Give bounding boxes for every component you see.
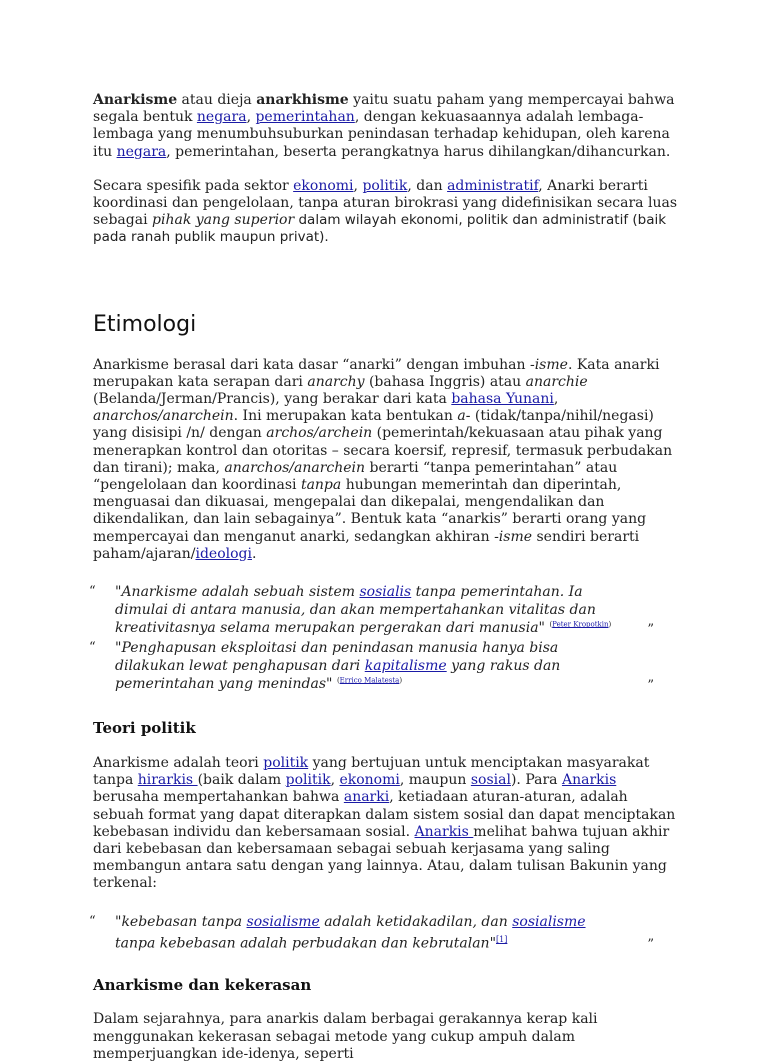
italic-term: anarchy: [307, 373, 365, 390]
article: [89, 92, 678, 1063]
bold-term: anarkhisme: [256, 92, 349, 108]
wiki-link[interactable]: politik: [362, 177, 408, 194]
quote-kropotkin: [89, 583, 678, 638]
open-quote-mark: “: [89, 913, 96, 929]
text-run: Anarkisme adalah teori: [93, 755, 264, 772]
text-run: Anarkisme berasal dari kata dasar “anarki” dengan imbuhan -: [93, 356, 535, 373]
italic-term: pihak yang superior: [152, 212, 295, 229]
wiki-link[interactable]: anarki: [343, 789, 390, 806]
text-run: (baik dalam: [197, 772, 286, 789]
text-run: , ketiadaan aturan-aturan, adalah sebuah format yang dapat diterapkan dalam sistem sosial dan dapat menciptakan kebebasan individu dan kebersamaan sosial.: [93, 789, 676, 840]
etimologi-paragraph: [93, 357, 678, 563]
text-run: . Kata anarki merupakan kata serapan dari: [93, 356, 660, 390]
text-run: (pemerintah/kekuasaan atau pihak yang menerapkan kontrol dan otoritas – secara koersif, represif, termasuk perbudakan dan tirani); maka,: [93, 425, 673, 476]
wiki-link[interactable]: sosialisme: [246, 913, 320, 930]
text-run: tanpa kebebasan adalah perbudakan dan kebrutalan": [115, 935, 497, 952]
text-run: "Anarkisme adalah sebuah sistem: [115, 584, 360, 601]
wiki-link[interactable]: politik: [263, 755, 309, 772]
text-run: hubungan memerintah dan diperintah, menguasai dan dikuasai, mengepalai dan dikepalai, mengendalikan dan dikendalikan, dan lain sebagainya”. Bentuk kata “anarkis” berarti orang yang mempercayai dan menganut anarki, sedangkan akhiran -: [93, 477, 647, 545]
open-quote-mark: “: [89, 640, 96, 656]
text-run: yaitu suatu paham yang mempercayai bahwa segala bentuk: [93, 92, 675, 126]
quote-malatesta: [89, 639, 678, 694]
text-run: dalam wilayah ekonomi, politik dan administratif (baik pada ranah publik maupun privat).: [93, 212, 667, 246]
close-quote-mark: ”: [647, 678, 654, 694]
citation-link-kropotkin[interactable]: Peter Kropotkin: [552, 620, 609, 629]
text-run: ,: [246, 109, 256, 126]
close-quote-mark: ”: [647, 937, 654, 953]
wiki-link[interactable]: pemerintahan: [255, 109, 355, 126]
intro-paragraph-1: [93, 92, 678, 161]
text-run: berusaha mempertahankan bahwa: [93, 789, 344, 806]
text-run: ,: [553, 391, 559, 408]
italic-term: a-: [457, 408, 471, 425]
text-run: atau dieja: [177, 92, 257, 108]
text-run: (Belanda/Jerman/Prancis), yang berakar dari kata: [93, 391, 452, 408]
citation-link-malatesta[interactable]: Errico Malatesta: [339, 676, 400, 685]
quote-text: [115, 914, 586, 952]
wiki-link[interactable]: kapitalisme: [364, 658, 447, 675]
wiki-link[interactable]: bahasa Yunani: [451, 391, 554, 408]
text-run: melihat bahwa tujuan akhir dari kebebasan dan kebersamaan sebagai sebuah kerjasama yang saling membangun antara satu dengan yang lainnya. Atau, dalam tulisan Bakunin yang terkenal:: [93, 823, 670, 892]
wiki-link[interactable]: Anarkis: [561, 772, 617, 789]
wiki-link[interactable]: negara: [196, 109, 247, 126]
text-run: (bahasa Inggris) atau: [364, 373, 526, 390]
wiki-link[interactable]: Anarkis: [414, 823, 474, 840]
close-quote-mark: ”: [647, 622, 654, 638]
open-quote-mark: “: [89, 584, 96, 600]
quote-bakunin: [89, 913, 678, 953]
italic-term: archos/archein: [266, 425, 373, 442]
italic-term: isme: [534, 356, 568, 373]
italic-term: anarchos/anarchein: [224, 459, 366, 476]
wiki-link[interactable]: sosial: [470, 772, 511, 789]
text-run: ,: [330, 772, 340, 789]
text-run: . Ini merupakan kata bentukan: [233, 408, 458, 425]
text-run: yang rakus dan pemerintahan yang menindas": [115, 658, 561, 693]
section-heading-kekerasan: Anarkisme dan kekerasan: [93, 976, 312, 995]
text-run: , dengan kekuasaannya adalah lembaga-lembaga yang menumbuhsuburkan penindasan terhadap kehidupan, oleh karena itu: [93, 109, 670, 160]
text-run: .: [251, 545, 257, 562]
quote-text: [115, 584, 596, 636]
kekerasan-paragraph: Dalam sejarahnya, para anarkis dalam berbagai gerakannya kerap kali menggunakan kekerasan sebagai metode yang cukup ampuh dalam memperjuangkan ide-idenya, seperti: [93, 1011, 598, 1062]
text-run: berarti “tanpa pemerintahan” atau “pengelolaan dan koordinasi: [93, 459, 618, 494]
wiki-link[interactable]: sosialisme: [512, 913, 586, 930]
text-run: , Anarki berarti koordinasi dan pengelolaan, tanpa aturan birokrasi yang didefinisikan secara luas sebagai: [93, 177, 678, 229]
text-run: ). Para: [510, 772, 562, 789]
text-run: ,: [353, 177, 363, 194]
italic-term: anarchie: [525, 373, 588, 390]
wiki-link[interactable]: ekonomi: [339, 772, 400, 789]
section-heading-teori-politik: Teori politik: [93, 719, 196, 738]
text-run: , maupun: [399, 772, 471, 789]
wiki-link[interactable]: ideologi: [195, 545, 252, 562]
text-run: sendiri berarti paham/ajaran/: [93, 528, 640, 562]
italic-term: anarchos/anarchein: [93, 408, 234, 425]
section-heading-etimologi: Etimologi: [93, 311, 197, 337]
text-run: (tidak/tanpa/nihil/negasi) yang disisipi /n/ dengan: [93, 408, 654, 442]
teori-paragraph: [93, 755, 678, 893]
text-run: , dan: [407, 177, 448, 194]
wiki-link[interactable]: negara: [116, 143, 167, 160]
wiki-link[interactable]: hirarkis: [137, 772, 198, 789]
footnote-link[interactable]: [1]: [496, 934, 508, 944]
wiki-link[interactable]: administratif: [447, 177, 539, 194]
text-run: , pemerintahan, beserta perangkatnya harus dihilangkan/dihancurkan.: [166, 143, 671, 160]
citation: (Peter Kropotkin): [549, 620, 612, 629]
citation: (Errico Malatesta): [336, 676, 403, 685]
text-run: yang bertujuan untuk menciptakan masyarakat tanpa: [93, 755, 650, 789]
italic-term: isme: [498, 528, 533, 545]
wiki-link[interactable]: ekonomi: [293, 177, 354, 194]
bold-term: Anarkisme: [93, 92, 178, 108]
intro-paragraph-2: [93, 178, 678, 247]
text-run: adalah ketidakadilan, dan: [319, 913, 513, 930]
text-run: tanpa pemerintahan. Ia dimulai di antara manusia, dan akan mempertahankan vitalitas dan kreativitasnya selama merupakan pergerakan dari manusia": [115, 584, 596, 637]
text-run: "Penghapusan eksploitasi dan penindasan manusia hanya bisa dilakukan lewat penghapusan dari: [115, 640, 559, 675]
wiki-link[interactable]: politik: [285, 772, 331, 789]
text-run: Secara spesifik pada sektor: [93, 177, 294, 194]
text-run: "kebebasan tanpa: [115, 913, 247, 930]
italic-term: tanpa: [300, 477, 342, 494]
wiki-link[interactable]: sosialis: [359, 584, 412, 601]
